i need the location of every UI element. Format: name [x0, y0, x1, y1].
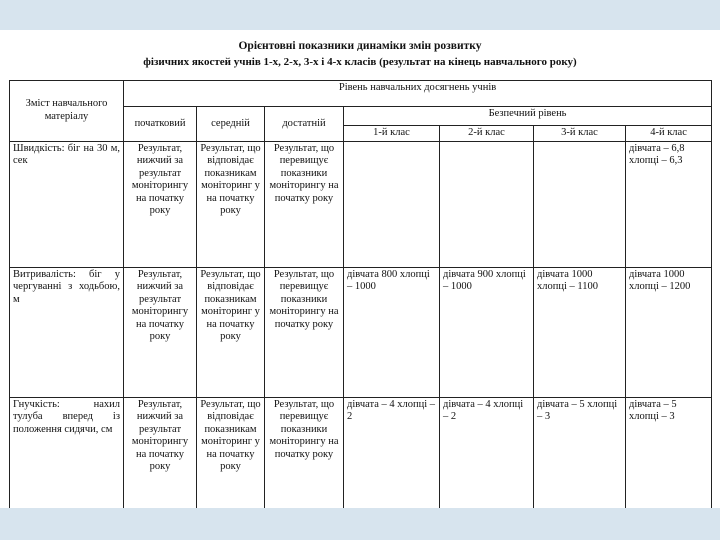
header-levels: Рівень навчальних досягнень учнів	[124, 81, 712, 107]
document-page	[0, 30, 720, 508]
row-name: Витривалість: біг у чергуванні з ходьбою, м	[10, 267, 124, 397]
indicators-table	[9, 80, 712, 508]
cell-initial: Результат, нижчий за результат моніторингу на початку року	[124, 267, 197, 397]
cell-grade-1: дівчата 800 хлопці – 1000	[344, 267, 440, 397]
title-line-1: Орієнтовні показники динаміки змін розвитку	[238, 40, 482, 52]
cell-grade-2: дівчата – 4 хлопці – 2	[440, 397, 534, 508]
table-row	[10, 141, 712, 267]
cell-grade-1: дівчата – 4 хлопці – 2	[344, 397, 440, 508]
cell-grade-1	[344, 141, 440, 267]
cell-grade-2: дівчата 900 хлопці – 1000	[440, 267, 534, 397]
cell-initial: Результат, нижчий за результат моніторингу на початку року	[124, 141, 197, 267]
document-title	[0, 38, 720, 70]
cell-middle: Результат, що відповідає показникам моніторинг у на початку року	[197, 267, 265, 397]
cell-grade-4: дівчата – 6,8 хлопці – 6,3	[626, 141, 712, 267]
table-row	[10, 267, 712, 397]
cell-initial: Результат, нижчий за результат моніторингу на початку року	[124, 397, 197, 508]
header-content: Зміст навчального матеріалу	[10, 81, 124, 142]
cell-sufficient: Результат, що перевищує показники моніторингу на початку року	[265, 141, 344, 267]
slide-footer	[0, 508, 720, 540]
cell-grade-2	[440, 141, 534, 267]
cell-grade-3	[534, 141, 626, 267]
header-class-4: 4-й клас	[626, 126, 712, 142]
header-class-3: 3-й клас	[534, 126, 626, 142]
row-name: Швидкість: біг на 30 м, сек	[10, 141, 124, 267]
row-name: Гнучкість: нахил тулуба вперед із положення сидячи, см	[10, 397, 124, 508]
cell-grade-4: дівчата 1000 хлопці – 1200	[626, 267, 712, 397]
header-class-2: 2-й клас	[440, 126, 534, 142]
header-level-middle: середній	[197, 107, 265, 142]
header-level-initial: початковий	[124, 107, 197, 142]
table-row	[10, 397, 712, 508]
cell-grade-3: дівчата 1000 хлопці – 1100	[534, 267, 626, 397]
cell-sufficient: Результат, що перевищує показники моніторингу на початку року	[265, 397, 344, 508]
cell-grade-3: дівчата – 5 хлопці – 3	[534, 397, 626, 508]
header-class-1: 1-й клас	[344, 126, 440, 142]
header-level-sufficient: достатній	[265, 107, 344, 142]
cell-sufficient: Результат, що перевищує показники моніторингу на початку року	[265, 267, 344, 397]
cell-middle: Результат, що відповідає показникам моніторинг у на початку року	[197, 397, 265, 508]
title-line-2: фізичних якостей учнів 1-х, 2-х, 3-х і 4-х класів (результат на кінець навчального року)	[143, 56, 577, 68]
header-safe-level: Безпечний рівень	[344, 107, 712, 126]
cell-grade-4: дівчата – 5 хлопці – 3	[626, 397, 712, 508]
cell-middle: Результат, що відповідає показникам моніторинг у на початку року	[197, 141, 265, 267]
